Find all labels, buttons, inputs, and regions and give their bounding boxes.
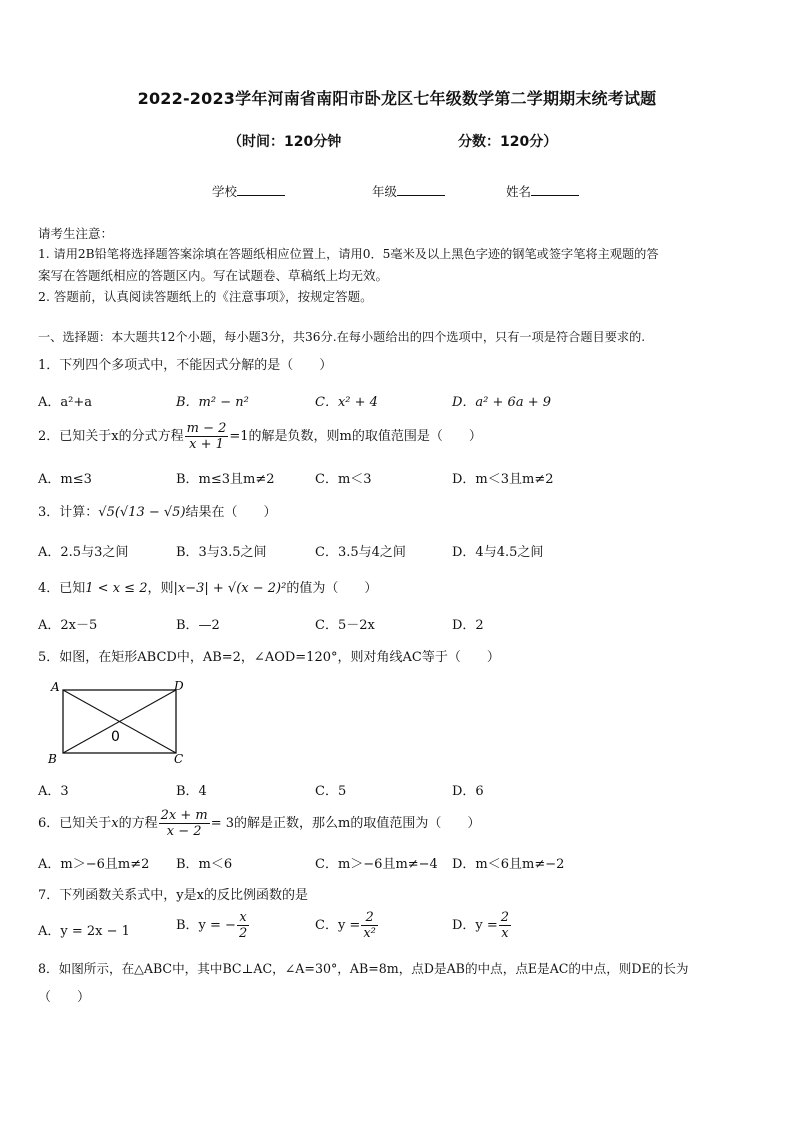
- q7-c-fraction: [361, 910, 378, 941]
- q4-post: 的值为（ ）: [286, 581, 378, 596]
- q1-option-b[interactable]: B．m² − n²: [176, 395, 249, 410]
- q5-option-d[interactable]: D．6: [452, 784, 484, 799]
- school-blank[interactable]: [237, 183, 285, 196]
- q4-stem: [38, 577, 377, 596]
- q3-post: 结果在（ ）: [185, 505, 277, 520]
- q7-option-d[interactable]: [452, 910, 512, 941]
- q6-option-c[interactable]: C．m＞−6且m≠−4: [315, 857, 438, 872]
- q5-rectangle-figure: [40, 676, 210, 768]
- q2-fraction: [185, 421, 229, 452]
- q6-pre: 6．已知关于: [38, 816, 112, 831]
- q6-mid: 的方程: [118, 816, 158, 831]
- q2-pre: 2．已知关于x的分式方程: [38, 429, 184, 444]
- q4-option-b[interactable]: B．—2: [176, 618, 220, 633]
- grade-blank[interactable]: [397, 183, 445, 196]
- q2-stem: [38, 421, 482, 452]
- q7-option-b[interactable]: [176, 910, 250, 941]
- q4-pre: 4．已知: [38, 581, 86, 596]
- q7-b-denominator: 2: [238, 926, 248, 941]
- note-1a: 1. 请用2B铅笔将选择题答案涂填在答题纸相应位置上，请用0．5毫米及以上黑色字迹的钢笔或签字笔将主观题的答: [38, 247, 659, 261]
- q7-stem: 7．下列函数关系式中，y是x的反比例函数的是: [38, 888, 308, 903]
- q1-stem: 1．下列四个多项式中，不能因式分解的是（ ）: [38, 358, 333, 373]
- q7-d-numerator: 2: [500, 910, 510, 925]
- fig-label-o: 0: [111, 729, 120, 745]
- school-field: [212, 182, 285, 200]
- name-label: 姓名: [506, 184, 532, 199]
- q7-b-fraction: [237, 910, 249, 941]
- q2-denominator: x + 1: [189, 437, 224, 452]
- grade-label: 年级: [372, 184, 398, 199]
- q6-fraction: [159, 808, 210, 839]
- q7-c-pre: C．y =: [315, 918, 361, 933]
- q7-d-fraction: [499, 910, 511, 941]
- page-title: 2022-2023学年河南省南阳市卧龙区七年级数学第二学期期末统考试题: [137, 89, 657, 108]
- q4-option-a[interactable]: A．2x－5: [38, 618, 98, 633]
- q4-option-c[interactable]: C．5－2x: [315, 618, 375, 633]
- fig-label-b: B: [48, 752, 57, 766]
- q7-c-numerator: 2: [361, 910, 378, 926]
- q3-option-d[interactable]: D．4与4.5之间: [452, 545, 544, 560]
- q2-option-a[interactable]: A．m≤3: [38, 472, 92, 487]
- q6-post: = 3的解是正数，那么m的取值范围为（ ）: [210, 816, 481, 831]
- q8-stem-line1: 8．如图所示，在△ABC中，其中BC⊥AC，∠A=30°，AB=8m，点D是AB的中点，点E是AC的中点，则DE的长为: [38, 961, 689, 976]
- q2-option-d[interactable]: D．m＜3且m≠2: [452, 472, 554, 487]
- q2-post: =1的解是负数，则m的取值范围是（ ）: [229, 429, 482, 444]
- q3-expression: √5(√13 − √5): [98, 505, 186, 520]
- q6-numerator: 2x + m: [160, 808, 208, 823]
- q6-option-d[interactable]: D．m＜6且m≠−2: [452, 857, 565, 872]
- q7-c-denominator: x²: [363, 926, 376, 941]
- school-label: 学校: [212, 184, 238, 199]
- q7-d-pre: D．y =: [452, 918, 498, 933]
- q3-option-a[interactable]: A．2.5与3之间: [38, 545, 129, 560]
- grade-field: [372, 182, 445, 200]
- exam-time: （时间：120分钟: [228, 134, 342, 150]
- q6-var: x: [111, 816, 119, 831]
- name-field: [506, 182, 579, 200]
- q2-option-c[interactable]: C．m＜3: [315, 472, 372, 487]
- note-2: 2. 答题前，认真阅读答题纸上的《注意事项》，按规定答题。: [38, 289, 373, 304]
- q3-stem: [38, 501, 277, 520]
- q3-pre: 3．计算：: [38, 505, 99, 520]
- fig-label-a: A: [51, 680, 60, 694]
- q5-option-c[interactable]: C．5: [315, 784, 347, 799]
- q4-condition: 1 < x ≤ 2: [85, 581, 148, 596]
- q5-option-b[interactable]: B．4: [176, 784, 207, 799]
- q3-option-b[interactable]: B．3与3.5之间: [176, 545, 267, 560]
- note-1b: 案写在答题纸相应的答题区内。写在试题卷、草稿纸上均无效。: [38, 268, 389, 283]
- q1-option-c[interactable]: C．x² + 4: [315, 395, 378, 410]
- fig-label-c: C: [174, 752, 184, 766]
- q2-option-b[interactable]: B．m≤3且m≠2: [176, 472, 275, 487]
- q4-option-d[interactable]: D．2: [452, 618, 484, 633]
- q6-option-a[interactable]: A．m＞−6且m≠2: [38, 857, 150, 872]
- q7-b-numerator: x: [237, 910, 249, 926]
- q6-denominator: x − 2: [166, 824, 202, 839]
- q4-expression: |x−3| + √(x − 2)²: [173, 581, 287, 596]
- q6-option-b[interactable]: B．m＜6: [176, 857, 233, 872]
- q7-option-a[interactable]: A．y = 2x − 1: [38, 924, 130, 939]
- q6-stem: [38, 808, 480, 839]
- fig-label-d: D: [174, 679, 184, 693]
- q5-stem: 5．如图，在矩形ABCD中，AB=2，∠AOD=120°，则对角线AC等于（ ）: [38, 650, 500, 665]
- q7-b-pre: B．y = −: [176, 918, 236, 933]
- q5-option-a[interactable]: A．3: [38, 784, 69, 799]
- q1-option-a[interactable]: A．a²+a: [38, 395, 92, 410]
- q4-mid: ，则: [147, 581, 174, 596]
- q8-stem-line2: （ ）: [38, 990, 91, 1005]
- section-heading: 一、选择题：本大题共12个小题，每小题3分，共36分.在每小题给出的四个选项中，只有一项是符合题目要求的.: [38, 330, 646, 344]
- q1-option-d[interactable]: D．a² + 6a + 9: [452, 395, 551, 410]
- exam-score: 分数：120分）: [458, 134, 558, 150]
- q2-numerator: m − 2: [186, 421, 227, 436]
- q7-d-denominator: x: [501, 926, 509, 941]
- q7-option-c[interactable]: [315, 910, 379, 941]
- name-blank[interactable]: [531, 183, 579, 196]
- notes-heading: 请考生注意：: [38, 226, 114, 241]
- q3-option-c[interactable]: C．3.5与4之间: [315, 545, 406, 560]
